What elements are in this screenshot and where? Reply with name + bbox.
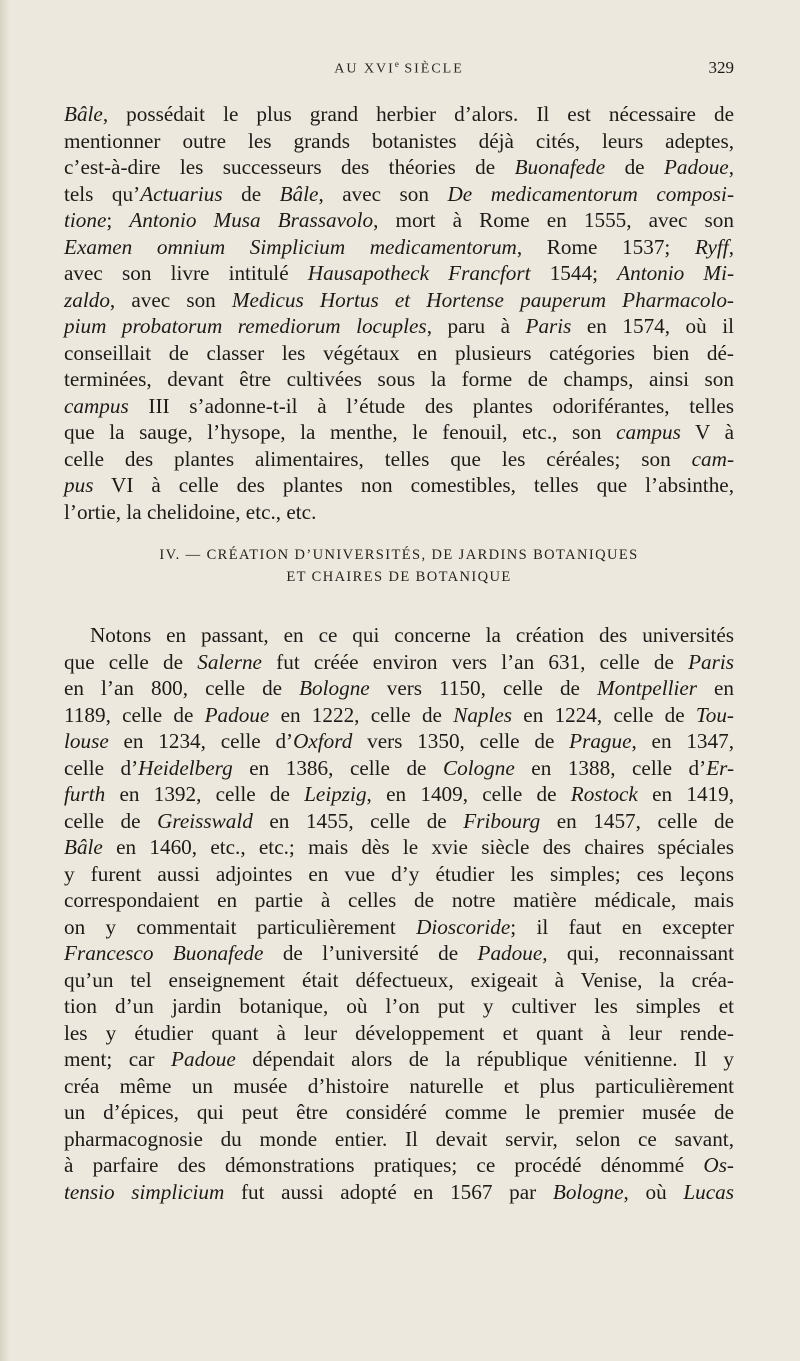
text-line: tion d’un jardin botanique, où l’on put y cultiver les simples et bbox=[64, 994, 734, 1018]
text-line: à parfaire des démonstrations pratiques; ce procédé dénommé Os- bbox=[64, 1153, 734, 1177]
text-line: Bâle, possédait le plus grand herbier d’alors. Il est nécessaire de bbox=[64, 102, 734, 126]
text-line: que celle de Salerne fut créée environ vers l’an 631, celle de Paris bbox=[64, 649, 735, 674]
text-line: créa même un musée d’histoire naturelle et plus particulièrement bbox=[64, 1073, 734, 1098]
text-line: celle de Greisswald en 1455, celle de Fribourg en 1457, celle de bbox=[64, 808, 735, 833]
text-line: que la sauge, l’hysope, la menthe, le fenouil, etc., son campus V à bbox=[64, 420, 734, 444]
text-line: en l’an 800, celle de Bologne vers 1150, celle de Montpellier en bbox=[64, 676, 735, 700]
running-head: AU XVIe SIÈCLE bbox=[334, 59, 464, 77]
text-line: tione; Antonio Musa Brassavolo, mort à Rome en 1555, avec son bbox=[64, 208, 734, 232]
text-line: tensio simplicium fut aussi adopté en 1567 par Bologne, où Lucas bbox=[64, 1179, 734, 1204]
text-line: on y commentait particulièrement Dioscoride; il faut en excepter bbox=[64, 914, 734, 939]
text-line: tels qu’Actuarius de Bâle, avec son De medicamentorum composi- bbox=[64, 181, 734, 206]
text-line: correspondaient en partie à celles de notre matière médicale, mais bbox=[64, 888, 734, 912]
text-line: c’est-à-dire les successeurs des théories de Buonafede de Padoue, bbox=[64, 155, 735, 179]
text-line: Francesco Buonafede de l’université de Padoue, qui, reconnaissant bbox=[64, 941, 734, 965]
paragraph-herbier bbox=[64, 101, 734, 525]
section-title-line: IV. — CRÉATION D’UNIVERSITÉS, DE JARDINS BOTANIQUES bbox=[159, 547, 639, 563]
text-line: mentionner outre les grands botanistes déjà cités, leurs adeptes, bbox=[64, 128, 734, 153]
text-line: un d’épices, qui peut être considéré comme le premier musée de bbox=[64, 1100, 734, 1124]
text-line: campus III s’adonne-t-il à l’étude des plantes odoriférantes, telles bbox=[64, 393, 734, 418]
text-line: y furent aussi adjointes en vue d’y étudier les simples; ces leçons bbox=[64, 861, 734, 886]
text-line: les y étudier quant à leur développement et quant à leur rende- bbox=[64, 1020, 734, 1045]
text-line: qu’un tel enseignement était défectueux, exigeait à Venise, la créa- bbox=[64, 967, 734, 992]
text-line: pus VI à celle des plantes non comestibles, telles que l’absinthe, bbox=[64, 473, 734, 497]
page-header bbox=[64, 59, 734, 83]
text-line: Examen omnium Simplicium medicamentorum, Rome 1537; Ryff, bbox=[64, 234, 734, 259]
section-title-line: ET CHAIRES DE BOTANIQUE bbox=[286, 569, 512, 585]
text-line: terminées, devant être cultivées sous la forme de champs, ainsi son bbox=[64, 367, 734, 391]
text-line: l’ortie, la chelidoine, etc., etc. bbox=[64, 499, 317, 524]
page-edge bbox=[0, 0, 10, 1361]
text-line: Bâle en 1460, etc., etc.; mais dès le xvie siècle des chaires spéciales bbox=[64, 835, 734, 859]
text-line: ment; car Padoue dépendait alors de la république vénitienne. Il y bbox=[64, 1047, 734, 1071]
page-number: 329 bbox=[708, 58, 734, 77]
text-line: zaldo, avec son Medicus Hortus et Hortense pauperum Pharmacolo- bbox=[64, 287, 734, 312]
text-line: conseillait de classer les végétaux en plusieurs catégories bien dé- bbox=[64, 340, 734, 365]
text-line: furth en 1392, celle de Leipzig, en 1409, celle de Rostock en 1419, bbox=[64, 782, 735, 806]
text-line: Notons en passant, en ce qui concerne la création des universités bbox=[90, 623, 734, 647]
text-line: avec son livre intitulé Hausapotheck Francfort 1544; Antonio Mi- bbox=[64, 261, 735, 285]
text-line: 1189, celle de Padoue en 1222, celle de Naples en 1224, celle de Tou- bbox=[64, 702, 734, 727]
text-line: celle d’Heidelberg en 1386, celle de Cologne en 1388, celle d’Er- bbox=[64, 755, 735, 780]
section-title bbox=[64, 544, 734, 588]
text-line: pharmacognosie du monde entier. Il devait servir, selon ce savant, bbox=[64, 1126, 734, 1151]
paragraph-universites bbox=[64, 622, 734, 1205]
text-line: louse en 1234, celle d’Oxford vers 1350, celle de Prague, en 1347, bbox=[64, 729, 734, 753]
text-line: celle des plantes alimentaires, telles que les céréales; son cam- bbox=[64, 446, 734, 471]
text-line: pium probatorum remediorum locuples, paru à Paris en 1574, où il bbox=[64, 314, 734, 338]
